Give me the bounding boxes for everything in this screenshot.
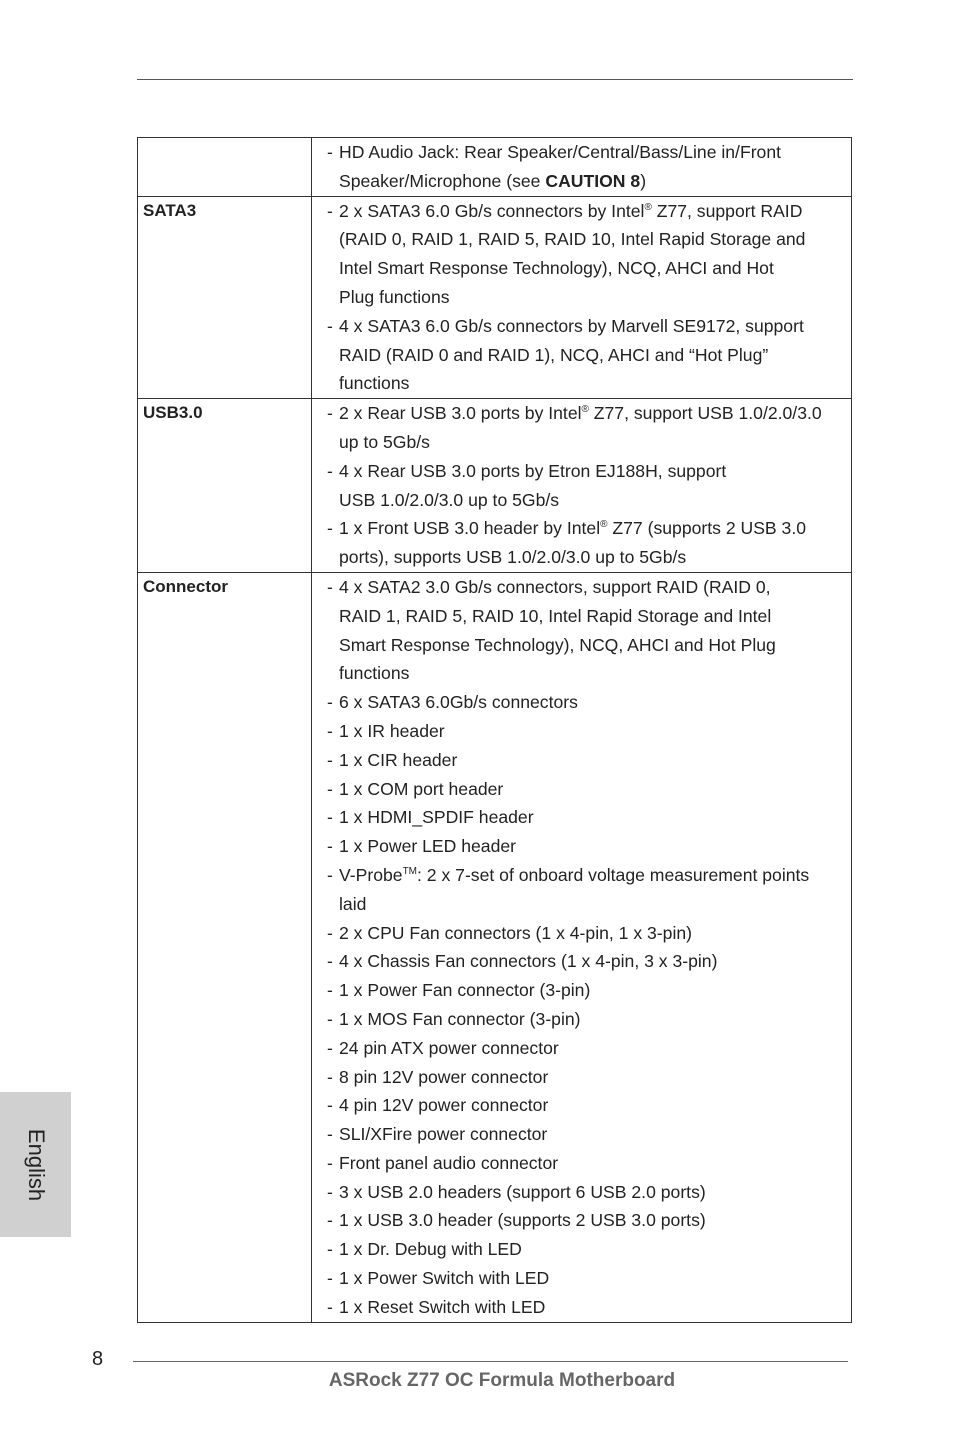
spec-row — [138, 196, 852, 399]
spec-item: - 1 x MOS Fan connector (3-pin) — [327, 1005, 851, 1034]
spec-item: - 2 x Rear USB 3.0 ports by Intel® Z77, support USB 1.0/2.0/3.0 up to 5Gb/s — [327, 399, 851, 457]
spec-row — [138, 399, 852, 573]
page-number: 8 — [92, 1348, 104, 1370]
spec-item: - 6 x SATA3 6.0Gb/s connectors — [327, 688, 851, 717]
spec-label: SATA3 — [143, 200, 197, 220]
spec-row — [138, 138, 852, 197]
footer-rule — [133, 1361, 848, 1362]
spec-label-cell — [138, 572, 312, 1322]
spec-item: - 1 x IR header — [327, 717, 851, 746]
spec-item: - 1 x Front USB 3.0 header by Intel® Z77 (supports 2 USB 3.0 ports), supports USB 1.0/2.0/3.0 up to 5Gb/s — [327, 514, 851, 572]
spec-item: - SLI/XFire power connector — [327, 1120, 851, 1149]
spec-row — [138, 572, 852, 1322]
spec-item: - 8 pin 12V power connector — [327, 1063, 851, 1092]
spec-item: - 4 x Chassis Fan connectors (1 x 4-pin, 3 x 3-pin) — [327, 947, 851, 976]
language-tab — [0, 1092, 71, 1237]
spec-item: - 1 x HDMI_SPDIF header — [327, 803, 851, 832]
spec-item: - 1 x COM port header — [327, 775, 851, 804]
spec-item: - Front panel audio connector — [327, 1149, 851, 1178]
spec-content-cell — [312, 572, 852, 1322]
spec-item: - HD Audio Jack: Rear Speaker/Central/Bass/Line in/Front Speaker/Microphone (see CAUTION 8) — [327, 138, 851, 196]
spec-item: - 1 x Reset Switch with LED — [327, 1293, 851, 1322]
spec-label-cell — [138, 399, 312, 573]
spec-item: - 1 x Power Fan connector (3-pin) — [327, 976, 851, 1005]
spec-item: - 1 x Power Switch with LED — [327, 1264, 851, 1293]
spec-item: - 2 x CPU Fan connectors (1 x 4-pin, 1 x 3-pin) — [327, 919, 851, 948]
header-rule — [137, 79, 853, 80]
spec-content-cell — [312, 196, 852, 399]
spec-item: - 1 x USB 3.0 header (supports 2 USB 3.0 ports) — [327, 1206, 851, 1235]
spec-item: - 24 pin ATX power connector — [327, 1034, 851, 1063]
spec-item: - 4 x Rear USB 3.0 ports by Etron EJ188H, support USB 1.0/2.0/3.0 up to 5Gb/s — [327, 457, 851, 515]
spec-content-cell — [312, 138, 852, 197]
spec-label-cell — [138, 138, 312, 197]
spec-item: - 1 x Dr. Debug with LED — [327, 1235, 851, 1264]
spec-item: - 2 x SATA3 6.0 Gb/s connectors by Intel® Z77, support RAID (RAID 0, RAID 1, RAID 5, RAID 10, Intel Rapid Storage and Intel Smart Response Technology), NCQ, AHCI and Hot Plug functions — [327, 197, 851, 312]
spec-item: - 3 x USB 2.0 headers (support 6 USB 2.0 ports) — [327, 1178, 851, 1207]
spec-item: - 4 x SATA3 6.0 Gb/s connectors by Marvell SE9172, support RAID (RAID 0 and RAID 1), NCQ, AHCI and “Hot Plug” functions — [327, 312, 851, 398]
spec-item: - 4 pin 12V power connector — [327, 1091, 851, 1120]
spec-label: Connector — [143, 576, 228, 596]
spec-item: - 1 x CIR header — [327, 746, 851, 775]
footer-title: ASRock Z77 OC Formula Motherboard — [328, 1370, 676, 1391]
spec-item: - 4 x SATA2 3.0 Gb/s connectors, support RAID (RAID 0, RAID 1, RAID 5, RAID 10, Intel Rapid Storage and Intel Smart Response Technology), NCQ, AHCI and Hot Plug functions — [327, 573, 851, 688]
spec-label: USB3.0 — [143, 403, 203, 423]
spec-label-cell — [138, 196, 312, 399]
spec-item: - 1 x Power LED header — [327, 832, 851, 861]
spec-item: - V-Probe™: 2 x 7-set of onboard voltage measurement points laid — [327, 861, 851, 919]
spec-table — [137, 137, 852, 1323]
spec-content-cell — [312, 399, 852, 573]
language-tab-label: English — [23, 1128, 49, 1201]
